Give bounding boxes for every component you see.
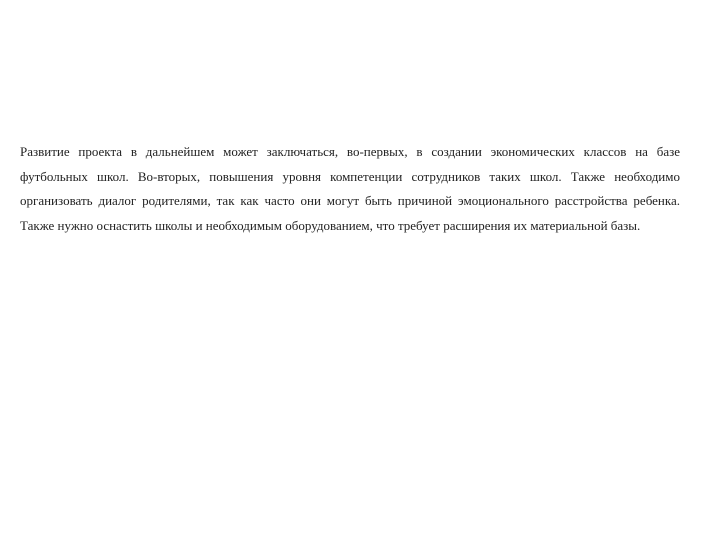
- body-paragraph: Развитие проекта в дальнейшем может заключаться, во-первых, в создании экономических классов на базе футбольных школ. Во-вторых, повышения уровня компетенции сотрудников таких школ. Также необходимо организовать диалог родителями, так как часто они могут быть причиной эмоционального расстройства ребенка. Также нужно оснастить школы и необходимым оборудованием, что требует расширения их материальной базы.: [20, 144, 680, 233]
